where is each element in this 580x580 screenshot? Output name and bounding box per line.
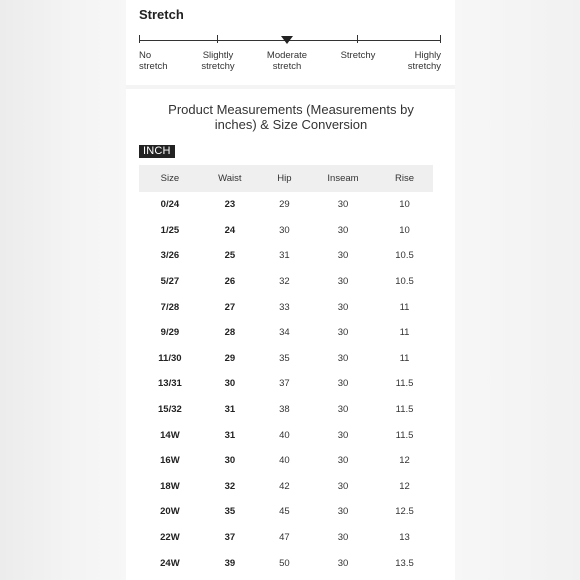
stretch-level-line: Highly <box>414 50 441 61</box>
inseam-cell: 30 <box>337 352 349 364</box>
stretch-tick <box>217 35 218 43</box>
size-cell: 5/27 <box>160 276 180 288</box>
hip-cell: 37 <box>279 378 290 390</box>
hip-cell: 50 <box>279 557 290 569</box>
table-row <box>139 346 433 372</box>
size-cell: 9/29 <box>160 327 180 339</box>
table-row <box>139 550 433 576</box>
rise-cell: 12 <box>399 455 410 467</box>
size-table <box>139 165 433 576</box>
waist-cell: 29 <box>224 352 236 364</box>
hip-cell: 45 <box>279 506 290 518</box>
waist-cell: 24 <box>224 224 236 236</box>
size-cell: 1/25 <box>160 224 180 236</box>
table-row <box>139 269 433 295</box>
size-cell: 7/28 <box>160 301 180 313</box>
stretch-level-line: Slightly <box>202 50 234 61</box>
hip-cell: 29 <box>279 199 290 211</box>
hip-cell: 30 <box>279 224 290 236</box>
hip-cell: 40 <box>279 455 290 467</box>
stretch-level-highly <box>401 50 441 72</box>
hip-cell: 31 <box>279 250 290 262</box>
size-cell: 16W <box>160 455 180 467</box>
waist-cell: 23 <box>224 199 236 211</box>
waist-cell: 37 <box>224 532 236 544</box>
rise-cell: 11.5 <box>395 429 414 441</box>
hip-cell: 33 <box>279 301 290 313</box>
hip-cell: 47 <box>279 532 290 544</box>
table-row <box>139 243 433 269</box>
inseam-cell: 30 <box>337 327 349 339</box>
hip-cell: 34 <box>279 327 290 339</box>
table-row <box>139 320 433 346</box>
waist-cell: 26 <box>224 276 236 288</box>
rise-cell: 13.5 <box>395 557 414 569</box>
inseam-cell: 30 <box>337 532 349 544</box>
table-row <box>139 525 433 551</box>
column-header-waist: Waist <box>218 173 242 184</box>
hip-cell: 42 <box>279 480 290 492</box>
waist-cell: 32 <box>224 480 236 492</box>
background-left <box>0 0 126 580</box>
inseam-cell: 30 <box>337 224 349 236</box>
waist-cell: 25 <box>224 250 236 262</box>
stretch-tick <box>357 35 358 43</box>
inseam-cell: 30 <box>337 199 349 211</box>
waist-cell: 30 <box>224 378 236 390</box>
rise-cell: 12 <box>399 480 410 492</box>
rise-cell: 10.5 <box>395 250 414 262</box>
size-cell: 15/32 <box>158 404 182 416</box>
stretch-section <box>126 0 455 84</box>
waist-cell: 31 <box>224 429 236 441</box>
waist-cell: 31 <box>224 404 236 416</box>
size-guide-panel <box>126 0 455 580</box>
hip-cell: 35 <box>279 352 290 364</box>
waist-cell: 39 <box>224 557 236 569</box>
table-row <box>139 499 433 525</box>
stretch-level-line: No <box>139 50 152 61</box>
inseam-cell: 30 <box>337 557 349 569</box>
hip-cell: 32 <box>279 276 290 288</box>
size-cell: 20W <box>160 506 180 518</box>
inseam-cell: 30 <box>337 429 349 441</box>
stretch-level-stretchy <box>334 50 382 61</box>
rise-cell: 10.5 <box>395 276 414 288</box>
size-cell: 24W <box>160 557 180 569</box>
rise-cell: 11.5 <box>395 404 414 416</box>
column-header-rise: Rise <box>395 173 415 184</box>
stretch-tick <box>139 35 140 43</box>
rise-cell: 11 <box>399 327 410 339</box>
inseam-cell: 30 <box>337 480 349 492</box>
rise-cell: 13 <box>399 532 410 544</box>
inseam-cell: 30 <box>337 276 349 288</box>
waist-cell: 35 <box>224 506 236 518</box>
table-row <box>139 422 433 448</box>
waist-cell: 27 <box>224 301 236 313</box>
inseam-cell: 30 <box>337 378 349 390</box>
inseam-cell: 30 <box>337 301 349 313</box>
stretch-level-none <box>139 50 168 72</box>
unit-badge: INCH <box>139 145 175 158</box>
hip-cell: 38 <box>279 404 290 416</box>
table-row <box>139 371 433 397</box>
stretch-tick <box>440 35 441 43</box>
table-header-row <box>139 165 433 192</box>
stretch-level-line: stretchy <box>407 61 441 72</box>
column-header-inseam: Inseam <box>327 173 359 184</box>
measurements-title: Product Measurements (Measurements by inches) & Size Conversion <box>168 102 414 132</box>
stretch-level-line: stretchy <box>201 61 235 72</box>
rise-cell: 12.5 <box>395 506 414 518</box>
size-cell: 13/31 <box>158 378 182 390</box>
rise-cell: 10 <box>399 224 410 236</box>
inseam-cell: 30 <box>337 250 349 262</box>
table-row <box>139 448 433 474</box>
inseam-cell: 30 <box>337 506 349 518</box>
inseam-cell: 30 <box>337 455 349 467</box>
waist-cell: 28 <box>224 327 236 339</box>
stretch-title: Stretch <box>139 7 184 22</box>
waist-cell: 30 <box>224 455 236 467</box>
size-cell: 0/24 <box>160 199 180 211</box>
hip-cell: 40 <box>279 429 290 441</box>
stretch-level-moderate <box>262 50 312 72</box>
stretch-level-line: Moderate <box>266 50 308 61</box>
section-divider <box>126 85 455 89</box>
column-header-size: Size <box>160 173 180 184</box>
rise-cell: 11 <box>399 301 410 313</box>
column-header-hip: Hip <box>277 173 292 184</box>
background-right <box>455 0 580 580</box>
rise-cell: 10 <box>399 199 410 211</box>
rise-cell: 11 <box>399 352 410 364</box>
table-row <box>139 294 433 320</box>
table-row <box>139 192 433 218</box>
size-cell: 3/26 <box>160 250 180 262</box>
stretch-level-line: Stretchy <box>340 50 376 61</box>
stretch-level-marker-icon <box>281 36 293 44</box>
size-cell: 11/30 <box>158 352 182 364</box>
rise-cell: 11.5 <box>395 378 414 390</box>
size-cell: 18W <box>160 480 180 492</box>
size-cell: 14W <box>160 429 180 441</box>
stretch-level-slightly <box>198 50 238 72</box>
stretch-level-line: stretch <box>139 61 168 72</box>
table-row <box>139 474 433 500</box>
table-row <box>139 397 433 423</box>
table-row <box>139 218 433 244</box>
size-cell: 22W <box>160 532 180 544</box>
stretch-level-line: stretch <box>272 61 302 72</box>
inseam-cell: 30 <box>337 404 349 416</box>
